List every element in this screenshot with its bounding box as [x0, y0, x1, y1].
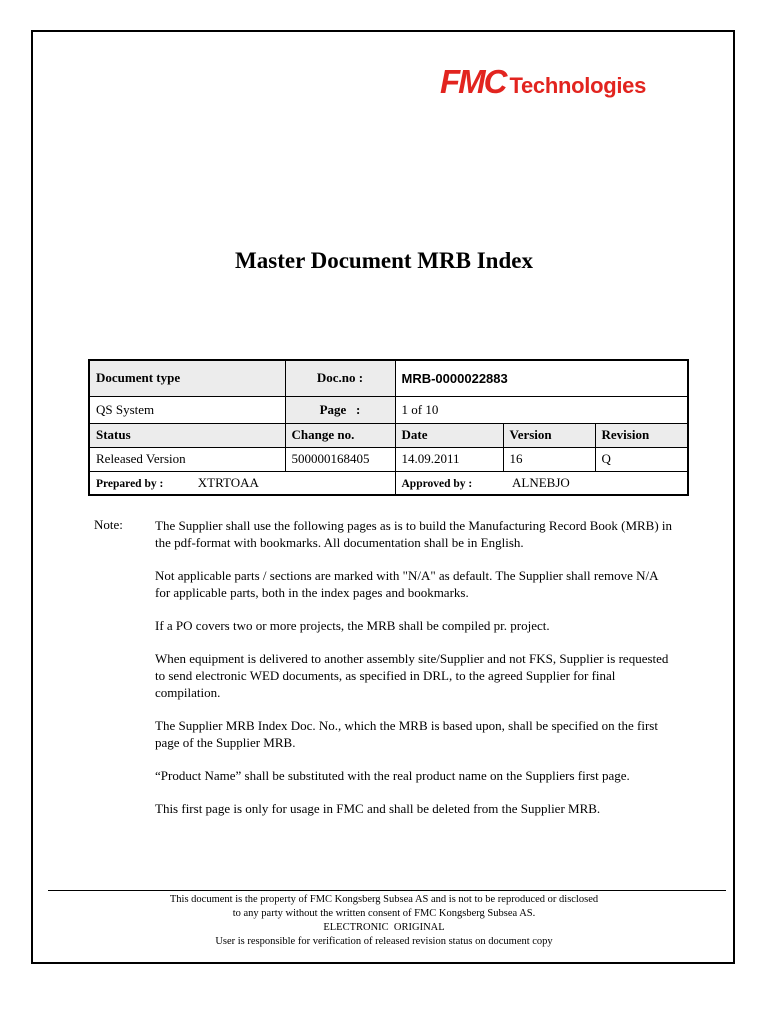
- note-label: Note:: [94, 517, 123, 532]
- footer-line-2: to any party without the written consent of FMC Kongsberg Subsea AS.: [232, 908, 536, 919]
- approved-by-cell: [395, 471, 688, 495]
- status-label: Status: [89, 423, 285, 447]
- revision-label: Revision: [595, 423, 688, 447]
- page-label: Page :: [285, 396, 395, 423]
- note-paragraph: When equipment is delivered to another assembly site/Supplier and not FKS, Supplier is requested to send electronic WED documents, as specified in DRL, to the agreed Supplier for final compilation.: [155, 651, 669, 700]
- logo-mark: FMC: [440, 63, 506, 100]
- doc-type-label: Document type: [89, 360, 285, 396]
- note-paragraph: This first page is only for usage in FMC and shall be deleted from the Supplier MRB.: [155, 801, 601, 816]
- footer-line-1: This document is the property of FMC Kongsberg Subsea AS and is not to be reproduced or disclosed: [169, 894, 599, 905]
- note-paragraph: If a PO covers two or more projects, the MRB shall be compiled pr. project.: [155, 618, 550, 633]
- version-label: Version: [503, 423, 595, 447]
- note-paragraph: The Supplier shall use the following pages as is to build the Manufacturing Record Book (MRB) in the pdf-format with bookmarks. All documentation shall be in English.: [155, 518, 673, 550]
- approved-by-value: ALNEBJO: [512, 474, 570, 490]
- doc-type-value: QS System: [89, 396, 285, 423]
- date-value: 14.09.2011: [395, 447, 503, 471]
- revision-value: Q: [595, 447, 688, 471]
- footer-divider: [48, 890, 726, 891]
- note-paragraph: The Supplier MRB Index Doc. No., which the MRB is based upon, shall be specified on the first page of the Supplier MRB.: [155, 718, 658, 750]
- page-value: 1 of 10: [395, 396, 688, 423]
- fmc-technologies-logo: [440, 63, 647, 100]
- document-metadata-table: [88, 359, 689, 496]
- docno-value: MRB-0000022883: [395, 360, 688, 396]
- version-value: 16: [503, 447, 595, 471]
- footer: [0, 893, 768, 949]
- document-title: Master Document MRB Index: [235, 248, 533, 273]
- logo-word: Technologies: [509, 73, 647, 98]
- prepared-by-cell: [89, 471, 395, 495]
- change-no-value: 500000168405: [285, 447, 395, 471]
- note-paragraph: “Product Name” shall be substituted with the real product name on the Suppliers first page.: [155, 768, 630, 783]
- date-label: Date: [395, 423, 503, 447]
- prepared-by-value: XTRTOAA: [197, 474, 259, 490]
- note-paragraph: Not applicable parts / sections are marked with "N/A" as default. The Supplier shall remove N/A for applicable parts, both in the index pages and bookmarks.: [155, 568, 658, 600]
- approved-by-label: Approved by :: [401, 477, 473, 490]
- change-no-label: Change no.: [285, 423, 395, 447]
- footer-line-3: ELECTRONIC ORIGINAL: [323, 922, 445, 933]
- status-value: Released Version: [89, 447, 285, 471]
- footer-line-4: User is responsible for verification of released revision status on document copy: [215, 936, 553, 947]
- docno-label: Doc.no :: [285, 360, 395, 396]
- note-body: [155, 517, 675, 833]
- prepared-by-label: Prepared by :: [96, 477, 164, 490]
